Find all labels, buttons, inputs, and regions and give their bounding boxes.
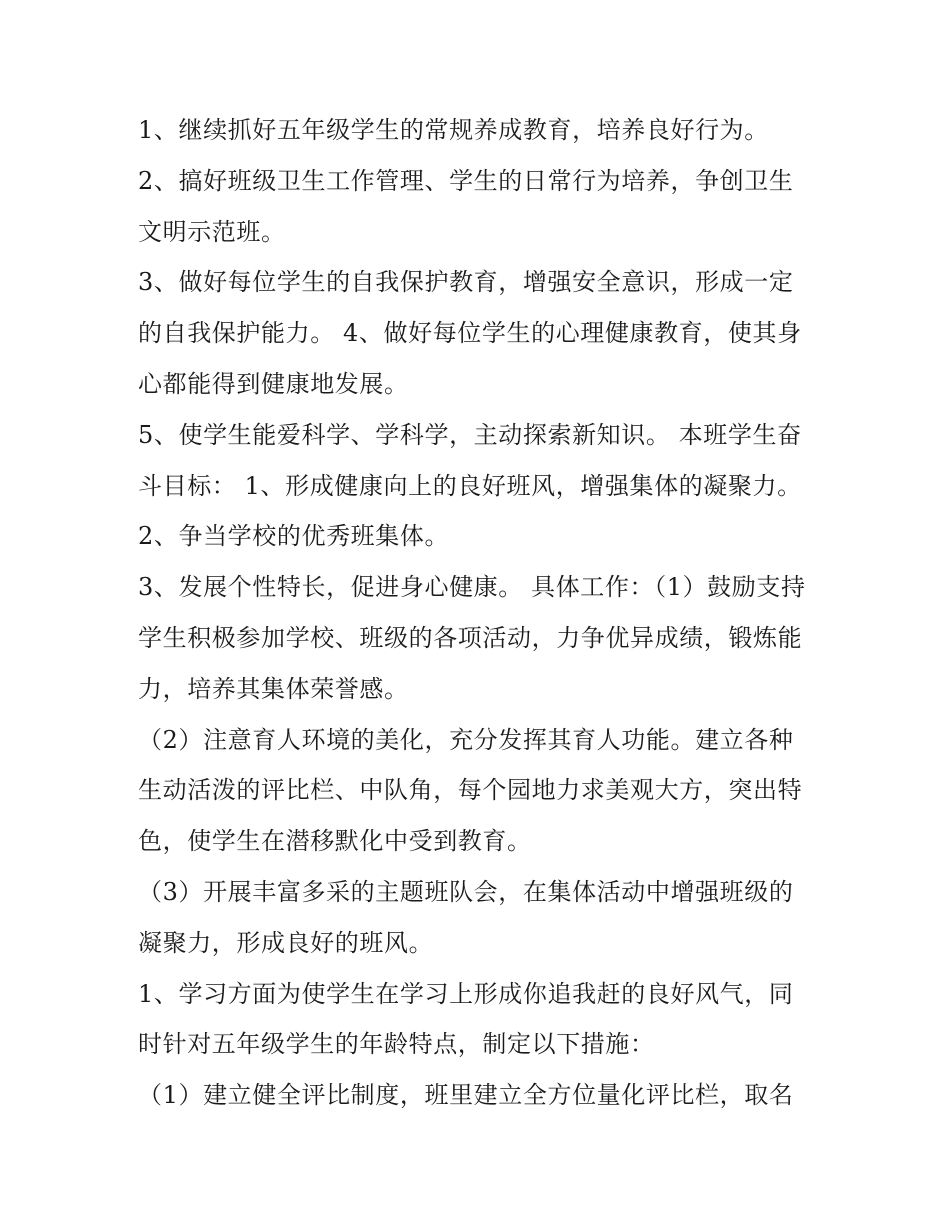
paragraph-10: （1）建立健全评比制度，班里建立全方位量化评比栏，取名 <box>138 1081 794 1110</box>
paragraph-9: 1、学习方面为使学生在学习上形成你追我赶的良好风气，同时针对五年级学生的年龄特点，制定以下措施： <box>138 979 794 1059</box>
paragraph-4: 5、使学生能爱科学、学科学，主动探索新知识。 本班学生奋斗目标： 1、形成健康向上的良好班风，增强集体的凝聚力。 <box>138 420 802 500</box>
paragraph-1: 1、继续抓好五年级学生的常规养成教育，培养良好行为。 <box>138 116 769 144</box>
paragraph-8: （3）开展丰富多采的主题班队会，在集体活动中增强班级的凝聚力，形成良好的班风。 <box>138 877 794 957</box>
paragraph-5: 2、争当学校的优秀班集体。 <box>138 522 450 551</box>
paragraph-6: 3、发展个性特长，促进身心健康。 具体工作：（1）鼓励支持学生积极参加学校、班级的各项活动，力争优异成绩，锻炼能力，培养其集体荣誉感。 <box>138 573 806 703</box>
paragraph-7: （2）注意育人环境的美化，充分发挥其育人功能。建立各种生动活泼的评比栏、中队角，每个园地力求美观大方，突出特色，使学生在潜移默化中受到教育。 <box>138 725 803 856</box>
document-body <box>138 105 818 1121</box>
paragraph-3: 3、做好每位学生的自我保护教育，增强安全意识，形成一定的自我保护能力。 4、做好每位学生的心理健康教育，使其身心都能得到健康地发展。 <box>138 268 802 398</box>
paragraph-2: 2、搞好班级卫生工作管理、学生的日常行为培养，争创卫生文明示范班。 <box>138 166 794 246</box>
